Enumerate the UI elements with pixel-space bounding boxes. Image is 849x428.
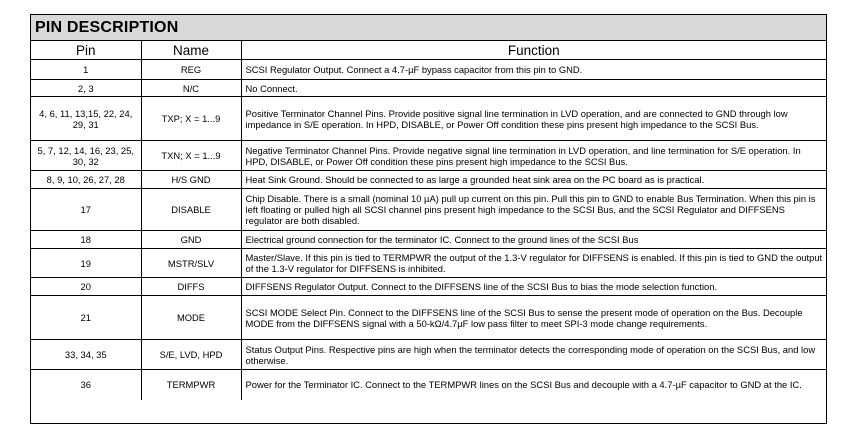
table-row [31,296,826,340]
header-function: Function [241,41,826,60]
name-cell: GND [141,231,241,249]
pin-cell: 20 [31,278,141,296]
table-row [31,370,826,400]
function-cell: Power for the Terminator IC. Connect to the TERMPWR lines on the SCSI Bus and decouple with a 4.7-µF capacitor to GND at the IC. [245,379,802,391]
pin-cell: 21 [31,296,141,340]
name-cell: N/C [141,80,241,97]
pin-cell: 5, 7, 12, 14, 16, 23, 25, 30, 32 [31,141,141,171]
table-row [31,249,826,278]
name-cell: S/E, LVD, HPD [141,340,241,370]
function-cell: DIFFSENS Regulator Output. Connect to the DIFFSENS line of the SCSI Bus to bias the mode selection function. [241,278,826,296]
pin-cell: 19 [31,249,141,278]
table-row [31,171,826,189]
pin-description-table [30,14,827,424]
pin-cell: 36 [31,370,141,400]
name-cell: DIFFS [141,278,241,296]
name-cell: MSTR/SLV [141,249,241,278]
function-cell: Positive Terminator Channel Pins. Provide positive signal line termination in LVD operation, and are connected to GND through low impedance in S/E operation. In HPD, DISABLE, or Power Off condition these pins present high impedance to the SCSI Bus. [241,97,826,141]
pin-cell: 18 [31,231,141,249]
table-row [31,97,826,141]
name-cell: TXN; X = 1...9 [141,141,241,171]
header-row [31,41,826,60]
pin-cell: 4, 6, 11, 13,15, 22, 24, 29, 31 [31,97,141,141]
name-cell: TXP; X = 1...9 [141,97,241,141]
pin-cell: 17 [31,189,141,231]
function-cell: Status Output Pins. Respective pins are high when the terminator detects the corresponding mode of operation on the SCSI Bus, and low otherwise. [241,340,826,370]
name-cell: REG [141,60,241,80]
table-title: PIN DESCRIPTION [31,15,826,41]
table-row [31,189,826,231]
table-row [31,80,826,97]
table-row [31,141,826,171]
function-cell: SCSI MODE Select Pin. Connect to the DIFFSENS line of the SCSI Bus to sense the present mode of operation on the Bus. Decouple MODE from the DIFFSENS signal with a 50-kΩ/4.7µF low pass filter to meet SPI-3 mode change requirements. [241,296,826,340]
function-cell: Chip Disable. There is a small (nominal 10 µA) pull up current on this pin. Pull this pin to GND to enable Bus Termination. When this pin is left floating or pulled high all SCSI channel pins present high impedance to the SCSI Bus, and the SCSI Regulator and DIFFSENS regulator are both disabled. [241,189,826,231]
name-cell: H/S GND [141,171,241,189]
function-cell: Electrical ground connection for the terminator IC. Connect to the ground lines of the SCSI Bus [241,231,826,249]
header-pin: Pin [31,41,141,60]
pin-cell: 33, 34, 35 [31,340,141,370]
pin-cell: 8, 9, 10, 26, 27, 28 [31,171,141,189]
name-cell: MODE [141,296,241,340]
table-row [31,278,826,296]
table-row [31,60,826,80]
table-row [31,340,826,370]
header-name: Name [141,41,241,60]
pin-cell: 1 [31,60,141,80]
function-cell: Heat Sink Ground. Should be connected to as large a grounded heat sink area on the PC board as is practical. [241,171,826,189]
pin-table [31,41,826,400]
name-cell: TERMPWR [141,370,241,400]
pin-cell: 2, 3 [31,80,141,97]
function-cell: Master/Slave. If this pin is tied to TERMPWR the output of the 1.3-V regulator for DIFFSENS is enabled. If this pin is tied to GND the output of the 1.3-V regulator for DIFFSENS is inhibited. [241,249,826,278]
function-cell: No Connect. [241,80,826,97]
name-cell: DISABLE [141,189,241,231]
table-row [31,231,826,249]
function-cell: SCSI Regulator Output. Connect a 4.7-µF bypass capacitor from this pin to GND. [241,60,826,80]
function-cell: Negative Terminator Channel Pins. Provide negative signal line termination in LVD operation, and line termination for S/E operation. In HPD, DISABLE, or Power Off condition these pins present high impedance to the SCSI Bus. [241,141,826,171]
